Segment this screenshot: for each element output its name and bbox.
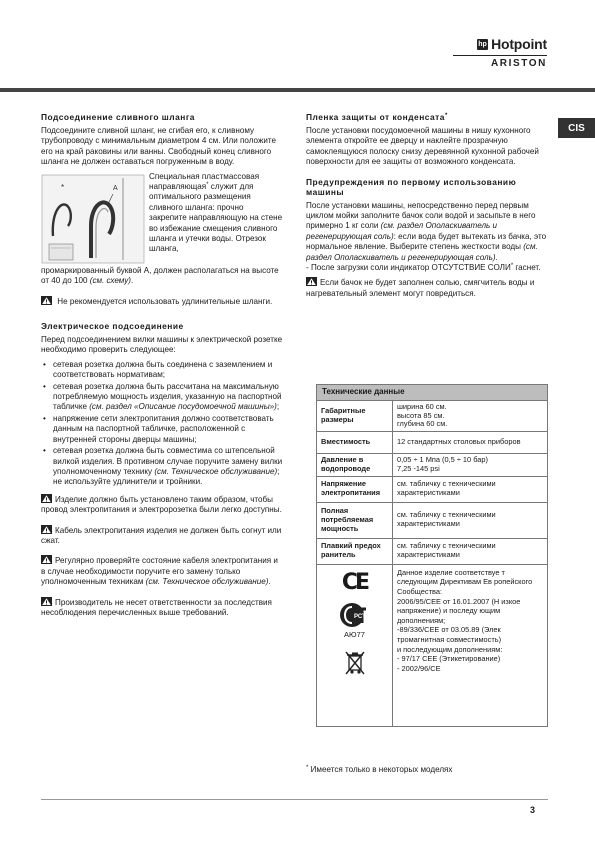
certification-marks: [317, 564, 393, 726]
row-label: Напряжение электропитания: [317, 476, 393, 502]
page-number: 3: [530, 805, 536, 815]
guide-paragraph-continued: промаркированный буквой А, должен располагаться на высоте от 40 до 100 (см. схему).: [41, 265, 279, 286]
brand-logo: [453, 36, 547, 69]
footnote: * Имеется только в некоторых моделях: [306, 765, 453, 774]
row-value: см. табличку с техническими характеристиками: [393, 476, 548, 502]
list-item: • сетевая розетка должна быть совместима со штепсельной вилкой изделия. В противном случае поручите замену вилки уполномоченному технику (см. Техническое обслуживание); не используйте удлинители и тройники.: [41, 446, 283, 488]
drain-title: Подсоединение сливного шланга: [41, 112, 195, 122]
guide-paragraph: Специальная пластмассовая направляющая* служит для оптимального размещения сливного шланга: прочно закрепите направляющую на стене во избежание смещения сливного шланга и утечки воды. Отрезок шланга,: [149, 171, 283, 254]
drain-paragraph: Подсоедините сливной шланг, не сгибая его, к сливному трубопроводу с минимальным диаметром 4 см. Или положите его на край раковины или ванны. Свободный конец сливного шланга не должен оставаться погруженным в воду.: [41, 126, 277, 167]
figure-label-a: A: [113, 184, 118, 192]
electric-warning-1: Изделие должно быть установлено таким образом, чтобы провод электропитания и электророзетка были легко доступны.: [41, 494, 282, 515]
ce-mark-icon: CE: [341, 569, 368, 595]
brand-name: Hotpoint: [491, 36, 547, 52]
table-row: [317, 476, 548, 502]
electric-checklist: [41, 360, 283, 488]
drain-hose-diagram: [41, 174, 145, 264]
first-use-title: Предупреждения по первому использованию машины: [306, 176, 517, 197]
table-row: [317, 538, 548, 564]
electric-warning-3: Регулярно проверяйте состояние кабеля электропитания и в случае необходимости поручите его замену только уполномоченным техникам (см. Техническое обслуживание).: [41, 556, 278, 587]
electric-warning-4: Производитель не несет ответственности за последствия несоблюдения перечисленных выше требований.: [41, 597, 272, 617]
table-header: Технические данные: [317, 385, 548, 401]
warning-icon: [41, 494, 52, 503]
table-row: [317, 400, 548, 431]
technical-data-table: [316, 384, 548, 727]
table-row: [317, 564, 548, 726]
gost-mark-text: РСТ: [353, 613, 366, 620]
warning-icon: [41, 597, 52, 606]
certificate-code: АЮ77: [344, 629, 365, 639]
row-label: Плавкий предох ранитель: [317, 538, 393, 564]
row-label: Полная потребляемая мощность: [317, 502, 393, 538]
left-column: [41, 112, 283, 622]
condense-title: Пленка защиты от конденсата*: [306, 112, 448, 122]
warning-icon: [41, 296, 52, 305]
row-value: 0,05 ÷ 1 Мпа (0,5 ÷ 10 бар) 7,25 -145 psi: [393, 454, 548, 477]
warning-icon: [306, 277, 317, 286]
row-label: Давление в водопроводе: [317, 454, 393, 477]
list-item: • напряжение сети электропитания должно соответствовать данным на паспортной табличке, расположенной с внутренней стороны дверцы машины;: [41, 414, 283, 445]
electric-intro: Перед подсоединением вилки машины к электрической розетке необходимо проверить следующее:: [41, 335, 283, 355]
right-column: [306, 112, 549, 303]
drain-warning: Не рекомендуется использовать удлинительные шланги.: [41, 296, 283, 307]
figure-label-star: *: [61, 182, 65, 192]
list-item: • сетевая розетка должна быть соединена с заземлением и соответствовать нормативам;: [41, 360, 283, 381]
hotpoint-mark-icon: hp: [478, 40, 487, 48]
first-use-paragraph: После установки машины, непосредственно перед первым циклом мойки заполните бачок соли водой и засыпьте в него примерно 1 кг соли (см. раздел Ополаскиватель и регенерирующая соль): если вода будет вытекать из бачка, это нормальное явление. Выберите степень жесткости воды (см. раздел Ополаскиватель и регенерирующая соль).: [306, 200, 547, 262]
first-use-warning: Если бачок не будет заполнен солью, смягчитель воды и нагревательный элемент могут повредиться.: [306, 278, 535, 298]
row-value: см. табличку с техническими характеристиками: [393, 502, 548, 538]
row-value: ширина 60 см. высота 85 см. глубина 60 см.: [393, 400, 548, 431]
drain-hose-block: [41, 172, 283, 296]
table-row: [317, 502, 548, 538]
crossed-bin-icon: [344, 650, 366, 676]
footer-divider: [41, 799, 548, 800]
row-value: см. табличку с техническими характеристиками: [393, 538, 548, 564]
header-band: [0, 88, 595, 92]
electric-title: Электрическое подсоединение: [41, 321, 184, 332]
list-item: • сетевая розетка должна быть рассчитана на максимальную потребляемую мощность изделия, указанную на паспортной табличке (см. раздел «Описание посудомоечной машины»);: [41, 382, 283, 413]
salt-indicator-paragraph: - После загрузки соли индикатор ОТСУТСТВИЕ СОЛИ* гаснет.: [306, 263, 541, 273]
compliance-text: Данное изделие соответствуе т следующим Директивам Ев ропейского Сообщества: 2006/95/CEE от 16.01.2007 (Н изкое напряжение) и последу ющим дополнениям; -89/336/CEE от 03.05.89 (Элек тромагнитная совместимость) и последующим дополнениям: - 97/17 CEE (Этикетирование) - 2002/96/CE: [393, 564, 548, 726]
brand-subname: ARISTON: [490, 58, 547, 69]
table-row: [317, 432, 548, 454]
warning-icon: [41, 555, 52, 564]
row-label: Габаритные размеры: [317, 400, 393, 431]
table-row: [317, 454, 548, 477]
gost-certification-icon: [338, 601, 372, 629]
row-value: 12 стандартных столовых приборов: [393, 432, 548, 454]
row-label: Вместимость: [317, 432, 393, 454]
warning-icon: [41, 525, 52, 534]
language-tab: CIS: [558, 118, 595, 138]
electric-warning-2: Кабель электропитания изделия не должен быть согнут или сжат.: [41, 525, 282, 545]
condense-paragraph: После установки посудомоечной машины в нишу кухонного элемента откройте ее дверцу и наклейте прозрачную самоклеящуюся полоску снизу деревянной кухонной рабочей поверхности для ее защиты от возможного конденсата.: [306, 126, 539, 167]
